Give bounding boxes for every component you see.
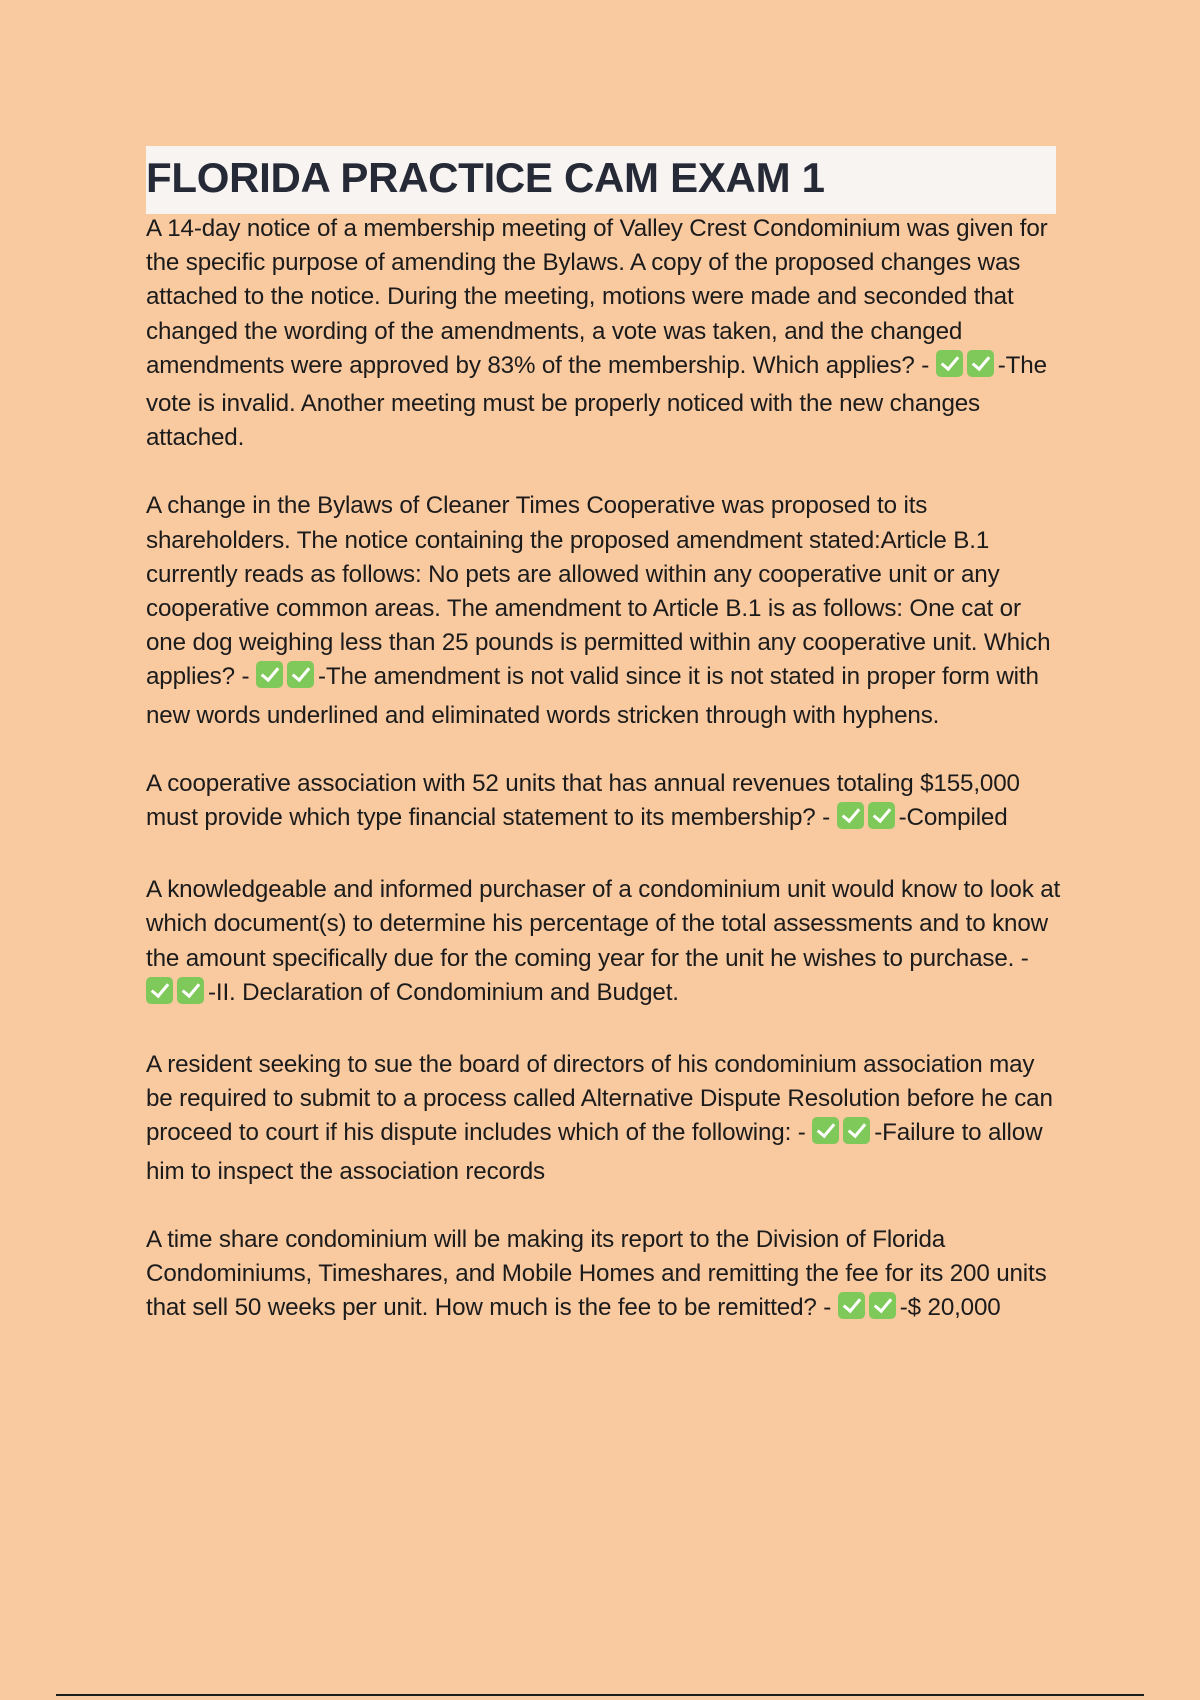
page-title: FLORIDA PRACTICE CAM EXAM 1 bbox=[146, 154, 825, 201]
answer-text: -The vote is invalid. Another meeting must be properly noticed with the new changes attached. bbox=[146, 351, 1047, 452]
question-list bbox=[146, 212, 1062, 1363]
title-banner bbox=[146, 146, 1056, 214]
answer-marker bbox=[256, 661, 318, 698]
answer-marker bbox=[146, 977, 208, 1014]
check-mark-icon bbox=[869, 1292, 896, 1319]
answer-text: -Failure to allow him to inspect the association records bbox=[146, 1119, 1043, 1185]
qa-item bbox=[146, 873, 1062, 1014]
answer-text: -$ 20,000 bbox=[899, 1294, 1001, 1322]
question-text: A cooperative association with 52 units that has annual revenues totaling $155,000 must provide which type financial statement to its membership? - bbox=[146, 769, 1020, 832]
answer-text: -The amendment is not valid since it is not stated in proper form with new words underlined and eliminated words stricken through with hyphens. bbox=[146, 663, 1039, 729]
answer-text: -Compiled bbox=[898, 804, 1008, 832]
check-mark-icon bbox=[868, 802, 895, 829]
qa-item bbox=[146, 1048, 1062, 1189]
check-mark-icon bbox=[177, 977, 204, 1004]
answer-marker bbox=[838, 1292, 900, 1329]
answer-marker bbox=[936, 350, 998, 387]
check-mark-icon bbox=[256, 661, 283, 688]
question-text: A time share condominium will be making its report to the Division of Florida Condominiums, Timeshares, and Mobile Homes and remitting the fee for its 200 units that sell 50 weeks per unit. How much is the fee to be remitted? - bbox=[146, 1225, 1047, 1322]
check-mark-icon bbox=[936, 350, 963, 377]
footer-divider bbox=[56, 1694, 1144, 1696]
check-mark-icon bbox=[843, 1117, 870, 1144]
qa-item bbox=[146, 212, 1062, 455]
question-text: A resident seeking to sue the board of directors of his condominium association may be required to submit to a process called Alternative Dispute Resolution before he can proceed to court if his dispute includes which of the following: - bbox=[146, 1051, 1053, 1147]
answer-marker bbox=[812, 1117, 874, 1154]
check-mark-icon bbox=[146, 977, 173, 1004]
check-mark-icon bbox=[838, 1292, 865, 1319]
question-text: A change in the Bylaws of Cleaner Times Cooperative was proposed to its shareholders. The notice containing the proposed amendment stated:Article B.1 currently reads as follows: No pets are allowed within any cooperative unit or any cooperative common areas. The amendment to Article B.1 is as follows: One cat or one dog weighing less than 25 pounds is permitted within any cooperative unit. Which applies? - bbox=[146, 492, 1051, 691]
answer-text: -II. Declaration of Condominium and Budget. bbox=[208, 978, 679, 1006]
check-mark-icon bbox=[967, 350, 994, 377]
question-text: A 14-day notice of a membership meeting of Valley Crest Condominium was given for the specific purpose of amending the Bylaws. A copy of the proposed changes was attached to the notice. During the meeting, motions were made and seconded that changed the wording of the amendments, a vote was taken, and the changed amendments were approved by 83% of the membership. Which applies? - bbox=[146, 215, 1048, 379]
qa-item bbox=[146, 489, 1062, 732]
answer-marker bbox=[837, 802, 899, 839]
check-mark-icon bbox=[812, 1117, 839, 1144]
question-text: A knowledgeable and informed purchaser of a condominium unit would know to look at which document(s) to determine his percentage of the total assessments and to know the amount specifically due for the coming year for the unit he wishes to purchase. - bbox=[146, 876, 1061, 972]
check-mark-icon bbox=[837, 802, 864, 829]
qa-item bbox=[146, 1223, 1062, 1330]
qa-item bbox=[146, 767, 1062, 839]
check-mark-icon bbox=[287, 661, 314, 688]
